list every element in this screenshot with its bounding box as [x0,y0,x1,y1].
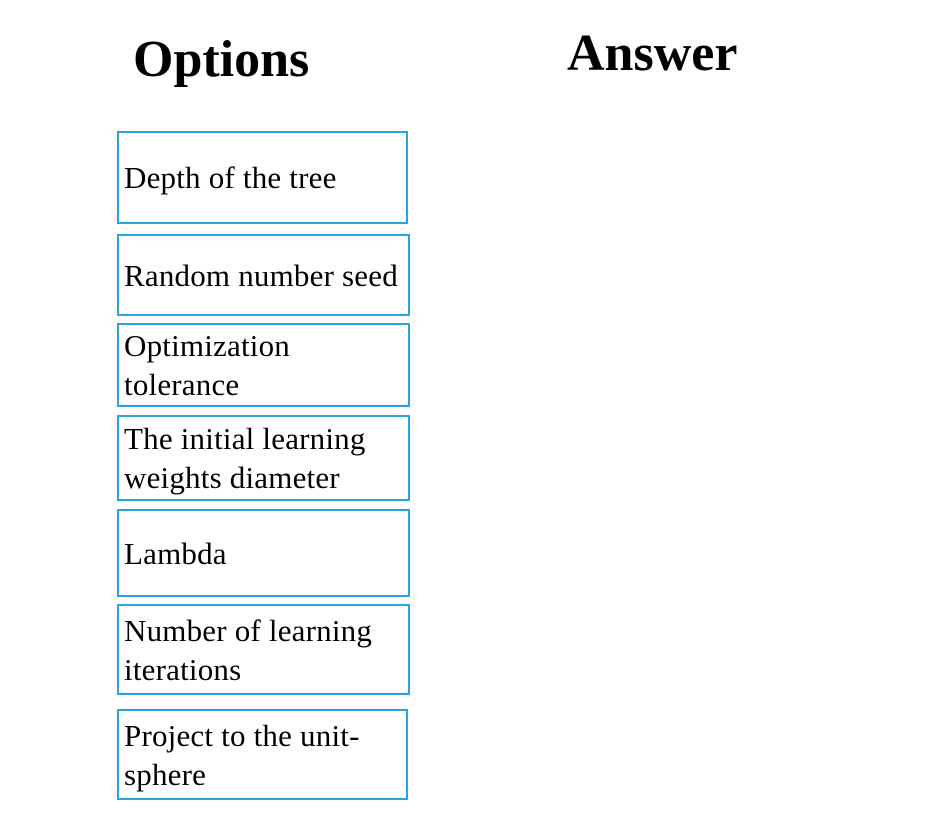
option-project-to-unit-sphere[interactable] [117,709,408,800]
option-random-number-seed[interactable] [117,234,410,316]
option-number-of-learning-iterations[interactable] [117,604,410,695]
option-label: Random number seed [124,257,398,293]
option-initial-learning-weights-diameter[interactable] [117,415,410,501]
option-label: The initial learning weights diameter [124,421,366,495]
answer-drop-area[interactable] [470,120,910,810]
option-label: Lambda [124,535,227,571]
option-lambda[interactable] [117,509,410,597]
option-label: Optimization tolerance [124,328,290,402]
options-heading: Options [133,31,310,88]
option-label: Number of learning iterations [124,612,373,687]
option-label: Project to the unit-sphere [124,717,360,792]
option-label: Depth of the tree [124,160,337,195]
option-optimization-tolerance[interactable] [117,323,410,407]
answer-heading: Answer [567,25,738,82]
option-depth-of-tree[interactable] [117,131,408,224]
